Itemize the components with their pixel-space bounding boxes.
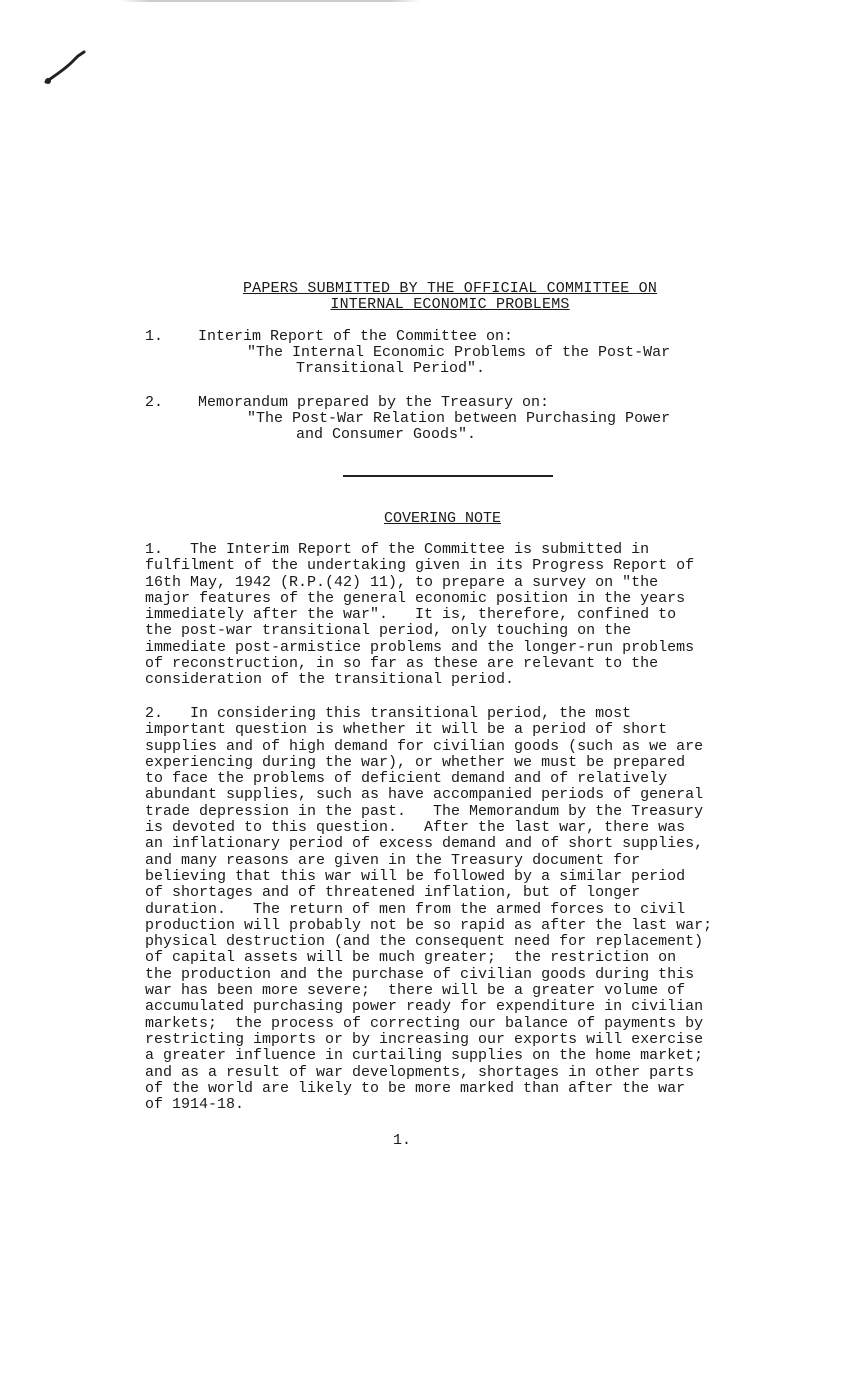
item-line: "The Post-War Relation between Purchasing Power bbox=[247, 410, 671, 427]
paragraph-line: important question is whether it will be a period of short bbox=[145, 721, 668, 739]
paragraph-line: to face the problems of deficient demand and of relatively bbox=[145, 770, 668, 788]
item-number: 1. bbox=[145, 328, 164, 345]
paragraph-line: 16th May, 1942 (R.P.(42) 11), to prepare a survey on "the bbox=[145, 573, 659, 591]
paragraph-line: of reconstruction, in so far as these are relevant to the bbox=[145, 655, 659, 673]
item-line: Transitional Period". bbox=[296, 360, 486, 377]
paragraph-line: of the world are likely to be more marked than after the war bbox=[145, 1079, 686, 1097]
paragraph-line: is devoted to this question. After the last war, there was bbox=[145, 819, 686, 837]
top-edge-mark bbox=[120, 0, 420, 2]
paragraph-line: of capital assets will be much greater; the restriction on bbox=[145, 949, 677, 967]
paragraph-line: of shortages and of threatened inflation, but of longer bbox=[145, 884, 641, 902]
paragraph-line: physical destruction (and the consequent need for replacement) bbox=[145, 933, 704, 951]
covering-note-heading: COVERING NOTE bbox=[384, 510, 502, 527]
item-line: and Consumer Goods". bbox=[296, 426, 477, 443]
divider-rule bbox=[343, 475, 553, 477]
paragraph-line: restricting imports or by increasing our exports will exercise bbox=[145, 1030, 704, 1048]
paragraph-line: the post-war transitional period, only touching on the bbox=[145, 622, 632, 640]
paragraph-line: major features of the general economic position in the years bbox=[145, 589, 686, 607]
paragraph-line: fulfilment of the undertaking given in its Progress Report of bbox=[145, 557, 695, 575]
paragraph-1 bbox=[145, 542, 765, 689]
paragraph-line: experiencing during the war), or whether we must be prepared bbox=[145, 753, 686, 771]
page-number: 1. bbox=[393, 1132, 412, 1149]
paragraph-line: believing that this war will be followed by a similar period bbox=[145, 867, 686, 885]
item-number: 2. bbox=[145, 394, 164, 411]
paragraph-line: of 1914-18. bbox=[145, 1096, 245, 1114]
title-line-2: INTERNAL ECONOMIC PROBLEMS bbox=[330, 296, 570, 313]
item-line: "The Internal Economic Problems of the Post-War bbox=[247, 344, 671, 361]
title-line-1: PAPERS SUBMITTED BY THE OFFICIAL COMMITTEE ON bbox=[242, 280, 658, 297]
paragraph-line: immediate post-armistice problems and the longer-run problems bbox=[145, 638, 695, 656]
paragraph-line: duration. The return of men from the armed forces to civil bbox=[145, 900, 686, 918]
paragraph-line: production will probably not be so rapid as after the last war; bbox=[145, 916, 713, 934]
paragraph-line: and many reasons are given in the Treasury document for bbox=[145, 851, 641, 869]
paragraph-line: immediately after the war". It is, therefore, confined to bbox=[145, 606, 677, 624]
paragraph-line: abundant supplies, such as have accompanied periods of general bbox=[145, 786, 704, 804]
paragraph-line: and as a result of war developments, shortages in other parts bbox=[145, 1063, 695, 1081]
paragraph-line: the production and the purchase of civilian goods during this bbox=[145, 965, 695, 983]
item-line: Interim Report of the Committee on: bbox=[198, 328, 514, 345]
paragraph-line: 1. The Interim Report of the Committee is submitted in bbox=[145, 541, 650, 558]
paragraph-line: accumulated purchasing power ready for expenditure in civilian bbox=[145, 998, 704, 1016]
paragraph-line: consideration of the transitional period. bbox=[145, 671, 515, 689]
document-title bbox=[150, 281, 750, 313]
paragraph-line: war has been more severe; there will be a greater volume of bbox=[145, 982, 686, 1000]
pen-mark bbox=[42, 48, 90, 88]
paragraph-line: supplies and of high demand for civilian goods (such as we are bbox=[145, 737, 704, 755]
paragraph-line: markets; the process of correcting our balance of payments by bbox=[145, 1014, 704, 1032]
paragraph-line: a greater influence in curtailing supplies on the home market; bbox=[145, 1047, 704, 1065]
paragraph-line: 2. In considering this transitional period, the most bbox=[145, 705, 632, 722]
paragraph-line: an inflationary period of excess demand and of short supplies, bbox=[145, 835, 704, 853]
paragraph-line: trade depression in the past. The Memorandum by the Treasury bbox=[145, 802, 704, 820]
paragraph-2 bbox=[145, 706, 765, 1113]
item-line: Memorandum prepared by the Treasury on: bbox=[198, 394, 550, 411]
